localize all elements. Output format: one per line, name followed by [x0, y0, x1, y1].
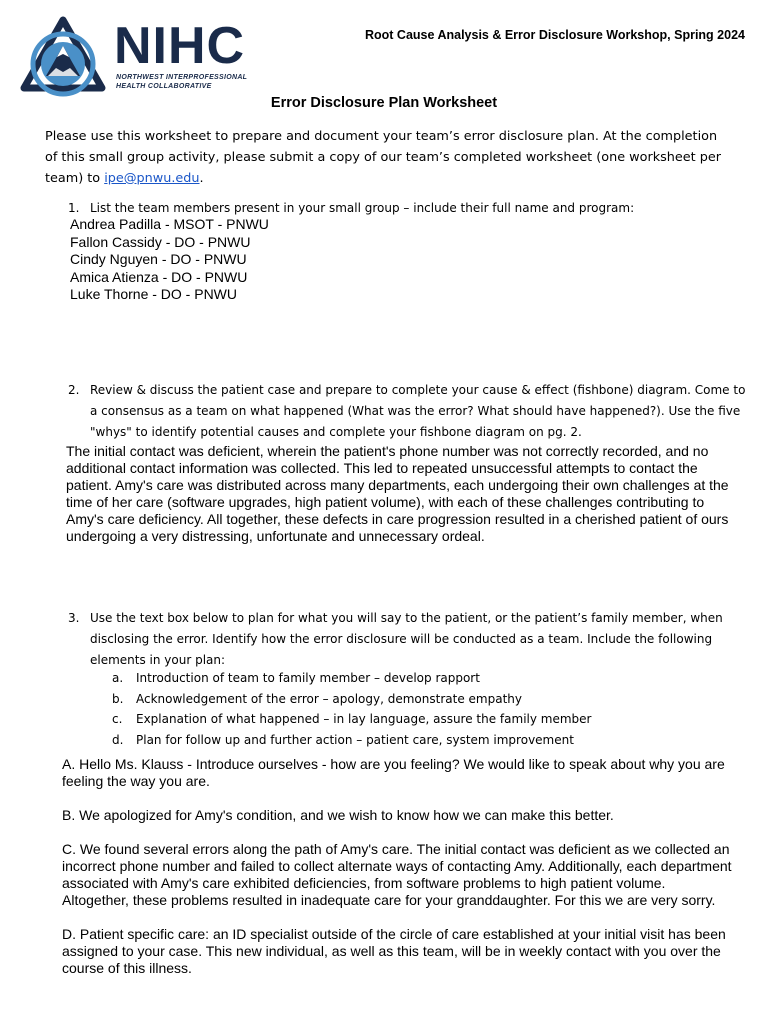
team-member: Andrea Padilla - MSOT - PNWU	[70, 216, 269, 232]
logo-name: NIHC	[114, 17, 246, 75]
question-number: 3.	[68, 611, 80, 625]
list-item	[112, 668, 591, 689]
team-member: Luke Thorne - DO - PNWU	[70, 286, 238, 302]
list-item-text: Explanation of what happened – in lay language, assure the family member	[136, 712, 592, 726]
list-letter: c.	[112, 712, 123, 726]
list-item	[112, 689, 591, 710]
question-text: Review & discuss the patient case and prepare to complete your cause & effect (fishbone) diagram. Come to a consensus as a team on what happened (What was the error? What should have happened?). Use the five "whys" to identify potential causes and complete your fishbone diagram on pg. 2.	[90, 383, 746, 439]
list-item-text: Acknowledgement of the error – apology, demonstrate empathy	[136, 691, 522, 706]
page-title: Error Disclosure Plan Worksheet	[270, 95, 498, 111]
answer-paragraph: B. We apologized for Amy's condition, and we wish to know how we can make this better.	[62, 807, 614, 823]
team-member-list	[70, 216, 269, 304]
intro-text: Please use this worksheet to prepare and document your team’s error disclosure plan. At the completion of this small group activity, please submit a copy of our team’s completed worksheet (one worksheet per team) to	[45, 129, 721, 186]
team-member: Cindy Nguyen - DO - PNWU	[70, 251, 247, 267]
question-number: 1.	[68, 201, 80, 215]
answer-paragraph: D. Patient specific care: an ID specialist outside of the circle of care established at your initial visit has been assigned to your case. This new individual, as well as this team, will be in weekly contact with you over the course of this illness.	[62, 926, 726, 976]
question-number: 2.	[68, 383, 80, 397]
question-3	[68, 608, 730, 671]
team-member: Amica Atienza - DO - PNWU	[70, 268, 248, 285]
nihc-logo	[18, 14, 248, 104]
answer-paragraph: A. Hello Ms. Klauss - Introduce ourselves - how are you feeling? We would like to speak about why you are feeling the way you are.	[62, 756, 725, 789]
mountain-triangle-icon	[18, 14, 108, 104]
plan-elements-list	[112, 668, 591, 750]
list-letter: a.	[112, 671, 124, 685]
list-letter: d.	[112, 732, 124, 747]
answer-paragraph: C. We found several errors along the path of Amy's care. The initial contact was deficient as we collected an incorrect phone number and failed to collect alternate ways of contacting Amy. Additionally, each department associated with Amy's care exhibited deficiencies, from software problems to high patient volume. Altogether, these problems resulted in inadequate care for your granddaughter. For this we are very sorry.	[62, 841, 732, 908]
list-item	[112, 709, 591, 730]
email-link[interactable]: ipe@pnwu.edu	[104, 171, 200, 186]
intro-end: .	[199, 171, 204, 186]
answer-2: The initial contact was deficient, wherein the patient's phone number was not correctly recorded, and no additional contact information was collected. This led to repeated unsuccessful attempts to contact the patient. Amy's care was distributed across many departments, each undergoing their own challenges at the time of her care (software upgrades, high patient volume), with each of these challenges contributing to Amy's care deficiency. All together, these defects in care progression resulted in a cherished patient of ours undergoing a very distressing, unfortunate and unnecessary ordeal.	[66, 443, 729, 544]
list-item	[112, 730, 591, 751]
question-2	[68, 380, 750, 443]
workshop-title: Root Cause Analysis & Error Disclosure Workshop, Spring 2024	[365, 28, 745, 42]
team-member: Fallon Cassidy - DO - PNWU	[70, 233, 251, 250]
answer-3	[62, 756, 734, 994]
list-item-text: Plan for follow up and further action – patient care, system improvement	[136, 732, 574, 747]
list-letter: b.	[112, 691, 124, 706]
logo-subtitle: NORTHWEST INTERPROFESSIONAL HEALTH COLLABORATIVE	[116, 74, 248, 90]
question-text: Use the text box below to plan for what you will say to the patient, or the patient’s family member, when disclosing the error. Identify how the error disclosure will be conducted as a team. Include the following elements in your plan:	[90, 611, 723, 667]
intro-paragraph	[45, 126, 725, 189]
list-item-text: Introduction of team to family member – develop rapport	[136, 671, 480, 685]
question-text: List the team members present in your small group – include their full name and program:	[90, 201, 635, 215]
